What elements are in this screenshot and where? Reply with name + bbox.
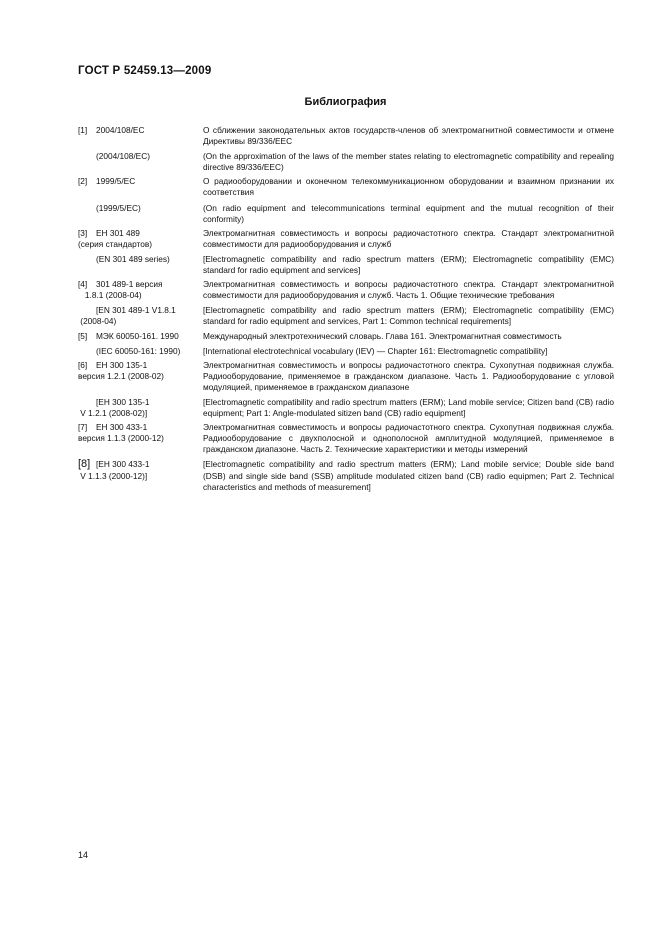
entry-reference: 301 489-1 версия 1.8.1 (2008-04) — [84, 279, 163, 301]
entry-text: (On radio equipment and telecommunications terminal equipment and the mutual recognition of their conformity) — [203, 202, 614, 224]
entry-number: [7] — [78, 422, 88, 433]
bib-entry-ru — [78, 279, 614, 301]
entry-text: [Electromagnetic compatibility and radio spectrum matters (ERM); Land mobile service; Citizen band (CB) radio equipment; Part 1: Angle-modulated sitizen band (CB) radio equipment] — [203, 396, 614, 419]
bib-entry-ru — [78, 125, 614, 147]
entry-text: [Electromagnetic compatibility and radio spectrum matters (ERM); Electromagnetic compatibility (EMC) standard for radio equipment and services, Part 1: Common technical requirements] — [203, 305, 614, 327]
entry-number: [2] — [78, 176, 88, 187]
entry-number: [3] — [78, 227, 88, 238]
entry-text: О радиооборудовании и оконечном телекоммуникационном оборудовании и взаимном признании их соответствия — [203, 176, 614, 198]
bib-entry-1 — [78, 125, 614, 173]
entry-number: [5] — [78, 330, 88, 341]
bib-entry-en — [78, 397, 614, 419]
entry-reference: (IEC 60050-161: 1990) — [96, 345, 181, 356]
entry-number: [8] — [78, 458, 91, 471]
bib-entry-8 — [78, 459, 614, 492]
entry-reference: ЕН 300 135-1 версия 1.2.1 (2008-02) — [78, 359, 164, 381]
entry-reference: [EH 300 433-1 V 1.1.3 (2000-12)] — [80, 459, 150, 481]
bib-entry-5 — [78, 331, 614, 357]
entry-text: [International electrotechnical vocabulary (IEV) — Chapter 161: Electromagnetic compatibility] — [203, 345, 548, 356]
entry-reference: МЭК 60050-161. 1990 — [96, 330, 179, 341]
entry-reference: ЕН 300 433-1 версия 1.1.3 (2000-12) — [78, 422, 164, 444]
bib-entry-6 — [78, 360, 614, 419]
entry-number: [4] — [78, 279, 88, 290]
bib-entry-en — [78, 203, 614, 225]
bib-entry-ru — [78, 360, 614, 393]
entry-text: Электромагнитная совместимость и вопросы радиочастотного спектра. Сухопутная подвижная служба. Радиооборудование, применяемое в гражданском диапазоне. Часть 1. Радиооборудование с угловой модуляцией, применяемое в гражданском диапазоне — [203, 359, 614, 392]
entry-text: [Electromagnetic compatibility and radio spectrum matters (ERM); Land mobile service; Double side band (DSB) and single side band (SSB) amplitude modulated citizen band (CB) radio equipmen; Part 2. Technical characteristics and methods of measurement] — [203, 459, 614, 492]
entry-reference: (1999/5/EC) — [96, 202, 141, 213]
bib-entry-2 — [78, 176, 614, 224]
entry-text: Электромагнитная совместимость и вопросы радиочастотного спектра. Стандарт электромагнитной совместимости для радиооборудования и служб — [203, 227, 614, 249]
page-number: 14 — [78, 850, 89, 860]
entry-reference: 2004/108/ЕС — [96, 125, 145, 135]
entry-reference: [EH 300 135-1 V 1.2.1 (2008-02)] — [80, 396, 150, 419]
entry-text: Международный электротехнический словарь. Глава 161. Электромагнитная совместимость — [203, 330, 562, 341]
entry-reference: (2004/108/EC) — [96, 151, 150, 162]
entry-text: (On the approximation of the laws of the member states relating to electromagnetic compatibility and repealing directive 89/336/EEC) — [203, 151, 614, 173]
bib-entry-ru — [78, 176, 614, 198]
entry-reference: 1999/5/ЕС — [96, 176, 136, 187]
bib-entry-ru — [78, 228, 614, 250]
bib-entry-en — [78, 305, 614, 327]
entry-text: Электромагнитная совместимость и вопросы радиочастотного спектра. Сухопутная подвижная служба. Радиооборудование с двухполосной и однополосной амплитудной модуляцией, применяемое в гражданском диапазоне. Часть 2. Технические характеристики и методы измерений — [203, 422, 614, 455]
standard-header: ГОСТ Р 52459.13—2009 — [78, 65, 212, 77]
entry-text: Электромагнитная совместимость и вопросы радиочастотного спектра. Стандарт электромагнитной совместимости для радиооборудования и служб. Часть 1. Общие технические требования — [203, 279, 614, 301]
page-title: Библиография — [304, 96, 387, 108]
bib-entry-en — [78, 151, 614, 173]
bib-entry-en — [78, 346, 614, 357]
entry-reference: [EN 301 489-1 V1.8.1 (2008-04) — [80, 305, 176, 327]
entry-number: [1] — [78, 125, 88, 135]
entry-text: О сближении законодательных актов государств-членов об электромагнитной совместимости и отмене Директивы 89/336/EEC — [203, 125, 614, 147]
bibliography-list — [78, 125, 614, 497]
entry-text: [Electromagnetic compatibility and radio spectrum matters (ERM); Electromagnetic compatibility (EMC) standard for radio equipment and services] — [203, 253, 614, 276]
bib-entry-3 — [78, 228, 614, 276]
bib-entry-7 — [78, 422, 614, 455]
entry-reference: (EN 301 489 series) — [96, 253, 170, 264]
bib-entry-ru — [78, 422, 614, 455]
bib-entry-4 — [78, 279, 614, 327]
bib-entry-en — [78, 254, 614, 276]
bib-entry-ru — [78, 331, 614, 342]
bib-entry-en — [78, 459, 614, 492]
entry-reference: ЕН 301 489 (серия стандартов) — [78, 227, 153, 249]
entry-number: [6] — [78, 359, 88, 370]
